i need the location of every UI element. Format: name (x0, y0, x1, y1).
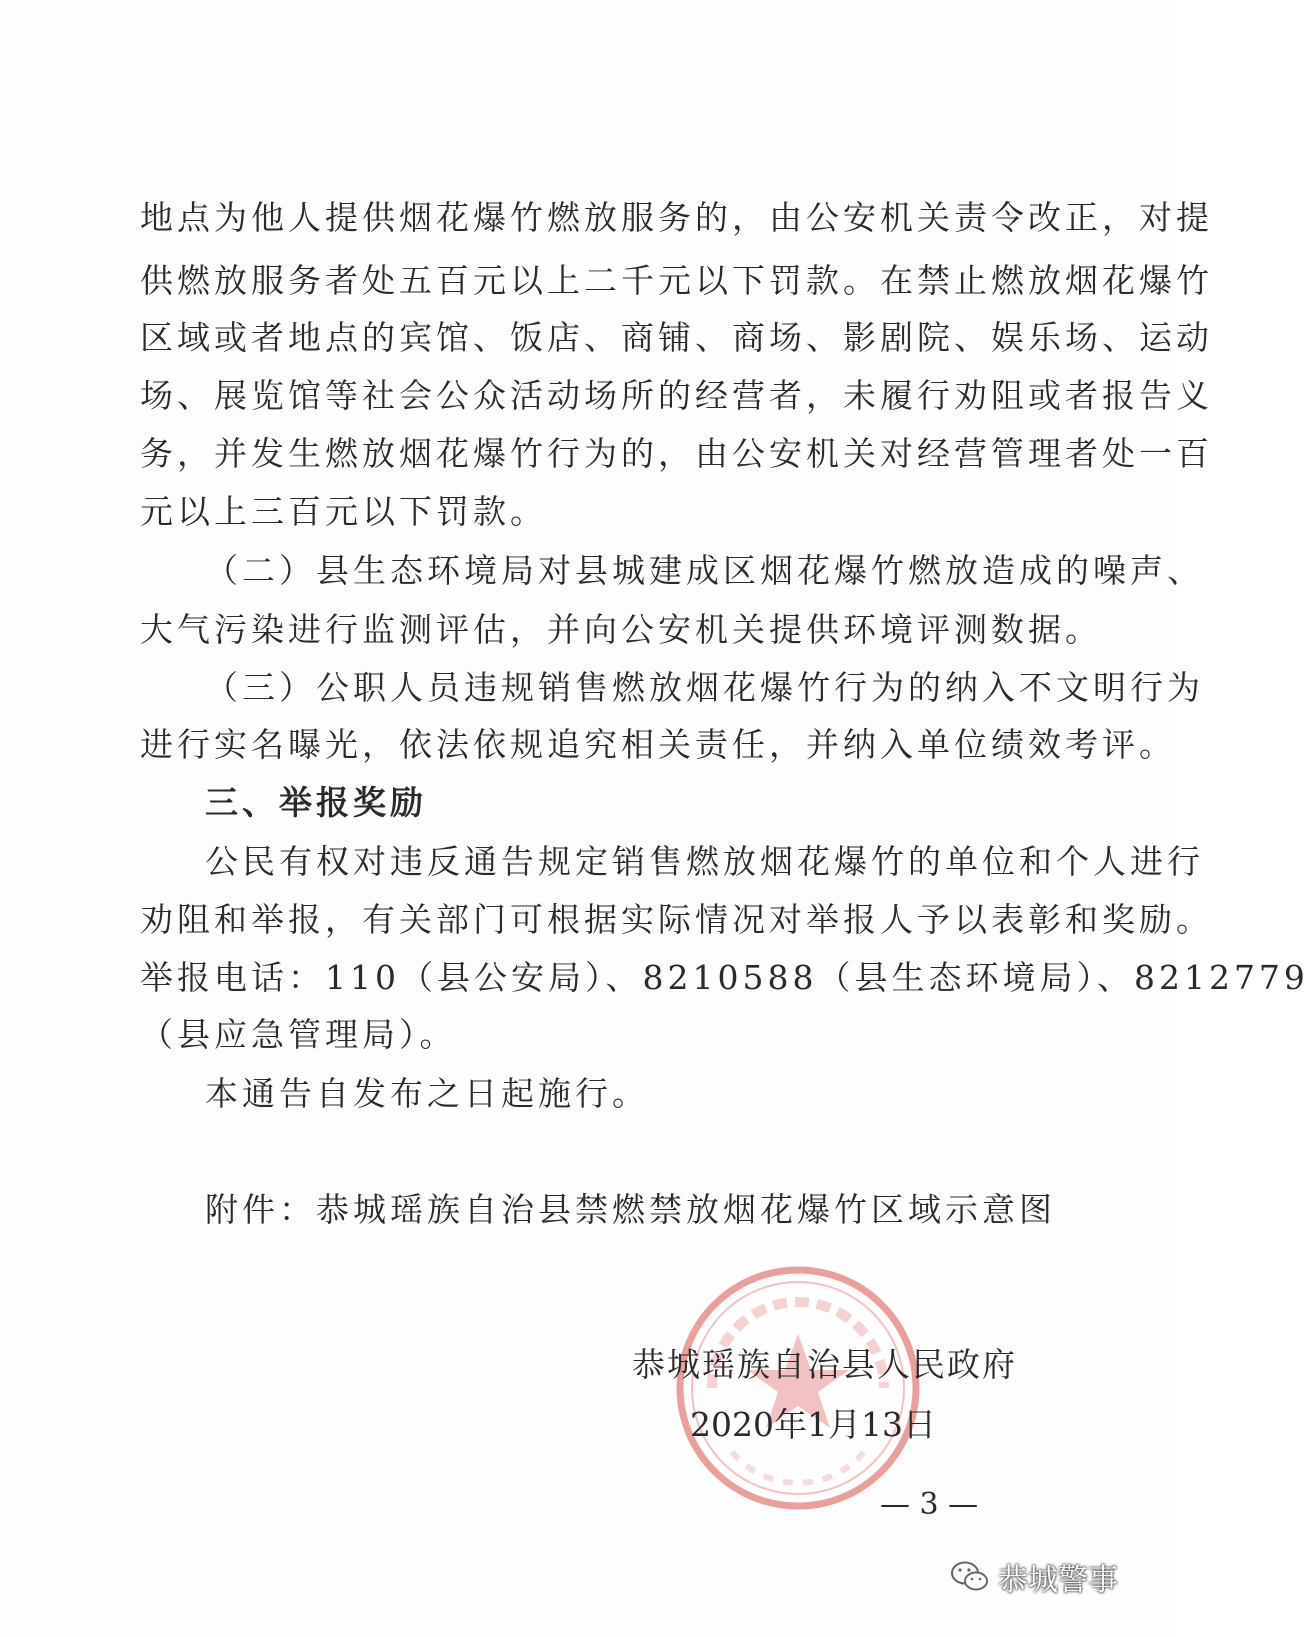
body-line-9: （三）公职人员违规销售燃放烟花爆竹行为的纳入不文明行为 (205, 668, 1204, 707)
body-line-1: 地点为他人提供烟花爆竹燃放服务的，由公安机关责令改正，对提 (140, 198, 1213, 237)
attachment-line: 附件：恭城瑶族自治县禁燃禁放烟花爆竹区域示意图 (205, 1190, 1056, 1229)
account-watermark (950, 1552, 1118, 1602)
body-line-7: （二）县生态环境局对县城建成区烟花爆竹燃放造成的噪声、 (205, 551, 1204, 590)
report-phone-line: 举报电话：110（县公安局）、8210588（县生态环境局）、8212779 (140, 958, 1309, 997)
body-line-13: 劝阻和举报，有关部门可根据实际情况对举报人予以表彰和奖励。 (140, 900, 1213, 939)
official-seal-stamp (672, 1262, 924, 1514)
effective-date-line: 本通告自发布之日起施行。 (205, 1074, 649, 1113)
issue-date: 2020年1月13日 (690, 1405, 936, 1444)
body-line-3: 区域或者地点的宾馆、饭店、商铺、商场、影剧院、娱乐场、运动 (140, 318, 1213, 357)
body-line-6: 元以上三百元以下罚款。 (140, 492, 547, 531)
body-line-12: 公民有权对违反通告规定销售燃放烟花爆竹的单位和个人进行 (205, 842, 1204, 881)
issuing-authority: 恭城瑶族自治县人民政府 (632, 1345, 1017, 1384)
body-line-10: 进行实名曝光，依法依规追究相关责任，并纳入单位绩效考评。 (140, 725, 1176, 764)
body-line-15: （县应急管理局）。 (140, 1015, 457, 1054)
body-line-8: 大气污染进行监测评估，并向公安机关提供环境评测数据。 (140, 610, 1102, 649)
watermark-label: 恭城警事 (998, 1563, 1118, 1598)
body-line-5: 务，并发生燃放烟花爆竹行为的，由公安机关对经营管理者处一百 (140, 434, 1213, 473)
page-number: — 3 — (880, 1487, 979, 1522)
body-line-4: 场、展览馆等社会公众活动场所的经营者，未履行劝阻或者报告义 (140, 376, 1213, 415)
body-line-2: 供燃放服务者处五百元以上二千元以下罚款。在禁止燃放烟花爆竹 (140, 261, 1213, 300)
wechat-icon (950, 1560, 990, 1594)
section-heading-report-reward: 三、举报奖励 (205, 783, 427, 822)
